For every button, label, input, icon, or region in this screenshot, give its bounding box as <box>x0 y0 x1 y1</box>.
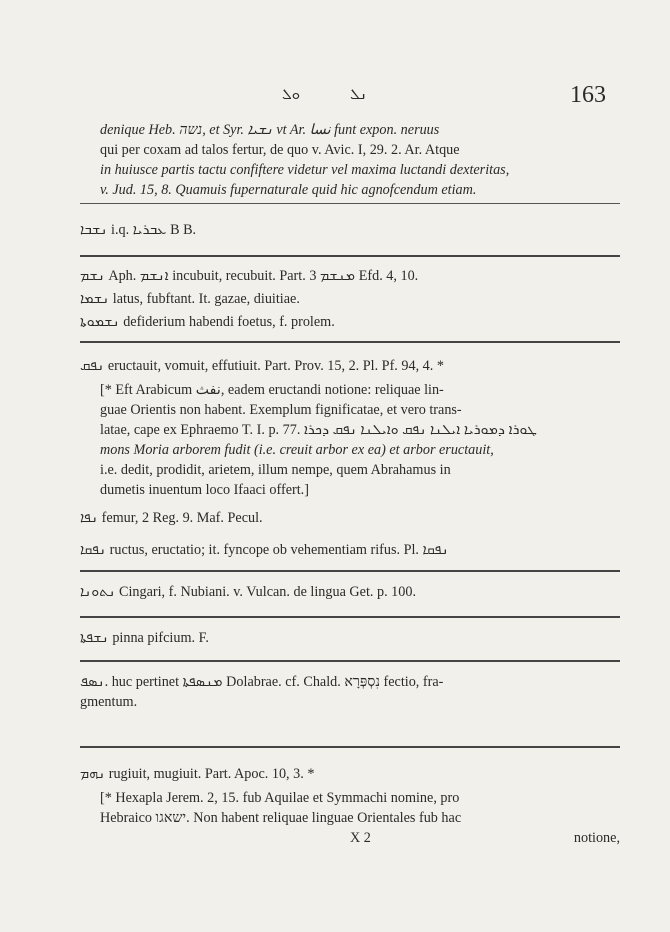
text-line: v. Jud. 15, 8. Quamuis fupernaturale quid hic agnofcendum etiam. <box>100 182 477 198</box>
catchword: notione, <box>573 830 620 846</box>
entry-nshpta <box>80 628 620 648</box>
divider <box>80 616 620 618</box>
page-number: 163 <box>570 82 606 108</box>
text-line: i.e. dedit, prodidit, arietem, illum nempe, quem Abrahamus in <box>100 462 451 478</box>
entry-nshma <box>80 289 620 309</box>
text-line: ܢܫܡܘܬܐ defiderium habendi foetus, f. prolem. <box>80 314 335 330</box>
divider <box>80 660 620 662</box>
entry-npq-note <box>100 380 620 500</box>
divider <box>80 341 620 343</box>
running-head-right: ܢܠ <box>350 87 368 103</box>
text-line: guae Orientis non habent. Exemplum fignificatae, et vero trans- <box>100 402 462 418</box>
text-line: ܢܗܡ rugiuit, mugiuit. Part. Apoc. 10, 3. * <box>80 766 315 782</box>
running-head-left: ܘܠ <box>282 87 301 103</box>
entry-nshm <box>80 266 620 286</box>
text-line: ܢܬܘܢܐ Cingari, f. Nubiani. v. Vulcan. de lingua Get. p. 100. <box>80 584 417 600</box>
text-line: in huiusce partis tactu confiftere videtur vel maxima luctandi dexteritas, <box>100 162 510 178</box>
text-line: ܢܫܡܐ latus, fubftant. It. gazae, diuitiae. <box>80 291 300 307</box>
text-line: ܢܫܡ Aph. ܐܢܫܡ incubuit, recubuit. Part. ܡܢܫܡ 3 Efd. 4, 10. <box>80 268 419 284</box>
entry-nshmuta <box>80 312 620 332</box>
text-line: mons Moria arborem fudit (i.e. creuit arbor ex ea) et arbor eructauit, <box>100 442 494 458</box>
entry-npq <box>80 356 620 376</box>
entry-nhm-note <box>100 788 620 828</box>
text-line: qui per coxam ad talos fertur, de quo v. Avic. I, 29. 2. Ar. Atque <box>100 142 460 158</box>
divider <box>80 746 620 748</box>
text-line: [* Hexapla Jerem. 2, 15. fub Aquilae et Symmachi nomine, pro <box>100 790 460 806</box>
text-line: ܢܣܦ. huc pertinet ܡܢܣܦܬܐ Dolabrae. cf. Chald. נִסְפְּרָא fectio, fra- <box>80 674 444 690</box>
divider <box>80 255 620 257</box>
text-line: latae, cape ex Ephraemo T. I. p. 77. ܛܘܪܐ ܕܡܘܪܝܐ ܐܝܠܢܐ ܢܦܩ ܘܐܝܠܢܐ ܢܦܩ ܕܟܪܐ <box>100 422 537 438</box>
entry-npa <box>80 508 620 528</box>
text-line: ܢܦܩܐ ructus, eructatio; it. fyncope ob vehementiam rifus. Pl. ܢܦܩܐ <box>80 542 449 558</box>
entry-nshba <box>80 220 620 240</box>
divider <box>80 203 620 204</box>
running-head <box>0 82 670 112</box>
entry-nsp <box>80 672 620 712</box>
text-line: denique Heb. נשה, et Syr. ܢܫܝܐ vt Ar. نسا funt expon. neruus <box>100 122 440 138</box>
page-footer <box>80 830 620 850</box>
entry-continuation <box>100 120 620 200</box>
text-line: dumetis inuentum loco Ifaaci offert.] <box>100 482 309 498</box>
text-line: ܢܦܩ eructauit, vomuit, effutiuit. Part. Prov. 15, 2. Pl. Pf. 94, 4. * <box>80 358 444 374</box>
text-line: ܢܫܒܐ i.q. ܥܒܪܝܐ B B. <box>80 222 197 238</box>
entry-ntuna <box>80 582 620 602</box>
entry-npqa <box>80 540 620 560</box>
signature-mark: X 2 <box>350 830 371 846</box>
text-line: Hebraico ישאגו. Non habent reliquae linguae Orientales fub hac <box>100 810 462 826</box>
text-line: gmentum. <box>80 694 138 710</box>
entry-nhm <box>80 764 620 784</box>
divider <box>80 570 620 572</box>
text-line: ܢܫܦܬܐ pinna pifcium. F. <box>80 630 209 646</box>
text-line: [* Eft Arabicum نفث, eadem eructandi notione: reliquae lin- <box>100 382 444 398</box>
text-line: ܢܦܐ femur, 2 Reg. 9. Maf. Pecul. <box>80 510 263 526</box>
